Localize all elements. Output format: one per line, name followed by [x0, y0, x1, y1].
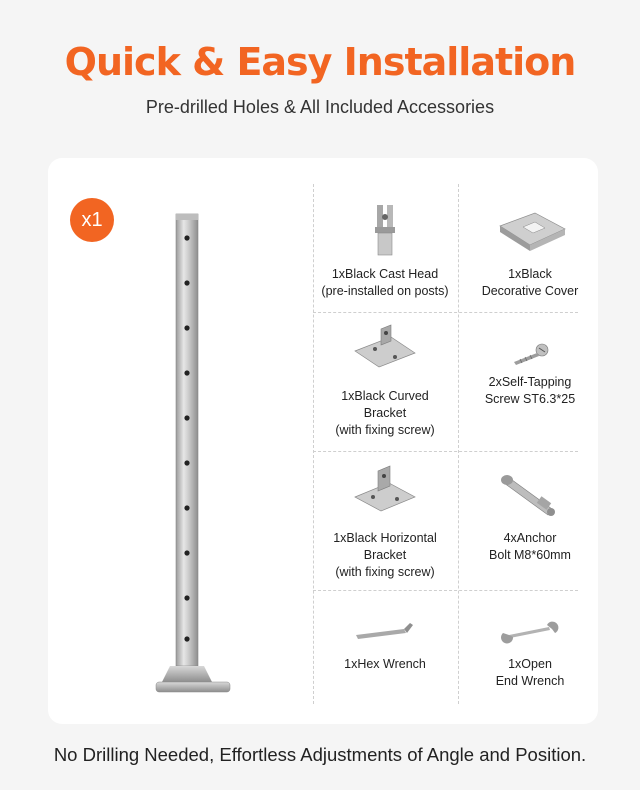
- decorative-cover-icon: [485, 201, 575, 261]
- page-title: Quick & Easy Installation: [64, 40, 576, 84]
- accessory-screw: [460, 318, 600, 408]
- quantity-badge: x1: [70, 198, 114, 242]
- horizontal-bracket-icon: [345, 463, 425, 527]
- cast-head-icon: [355, 201, 415, 261]
- accessory-cast-head: [315, 196, 455, 300]
- accessory-label: 4xAnchor Bolt M8*60mm: [489, 531, 571, 562]
- accessory-decorative-cover: [460, 196, 600, 300]
- curved-bracket-icon: [345, 321, 425, 385]
- accessory-label: 1xHex Wrench: [344, 657, 426, 671]
- accessory-hex-wrench: [315, 610, 455, 673]
- post-illustration: [150, 212, 240, 698]
- accessory-open-end-wrench: [460, 610, 600, 690]
- screw-icon: [500, 328, 560, 378]
- railing-post-icon: [150, 212, 240, 698]
- accessory-curved-bracket: [315, 318, 455, 439]
- anchor-bolt-icon: [490, 465, 570, 525]
- accessory-label: 1xBlack Curved Bracket (with fixing screw): [335, 389, 435, 437]
- accessory-label: 1xBlack Decorative Cover: [481, 267, 579, 298]
- accessory-horizontal-bracket: [315, 460, 455, 581]
- open-end-wrench-icon: [495, 615, 565, 645]
- footer-text: No Drilling Needed, Effortless Adjustments of Angle and Position.: [53, 744, 587, 765]
- accessory-label: 1xBlack Cast Head (pre-installed on posts): [321, 267, 449, 298]
- page-subtitle: Pre-drilled Holes & All Included Accessories: [145, 97, 495, 117]
- accessory-label: 1xBlack Horizontal Bracket (with fixing screw): [333, 531, 437, 579]
- accessory-label: 2xSelf-Tapping Screw ST6.3*25: [484, 375, 576, 406]
- accessory-anchor-bolt: [460, 460, 600, 564]
- accessory-label: 1xOpen End Wrench: [495, 657, 565, 688]
- hex-wrench-icon: [350, 615, 420, 645]
